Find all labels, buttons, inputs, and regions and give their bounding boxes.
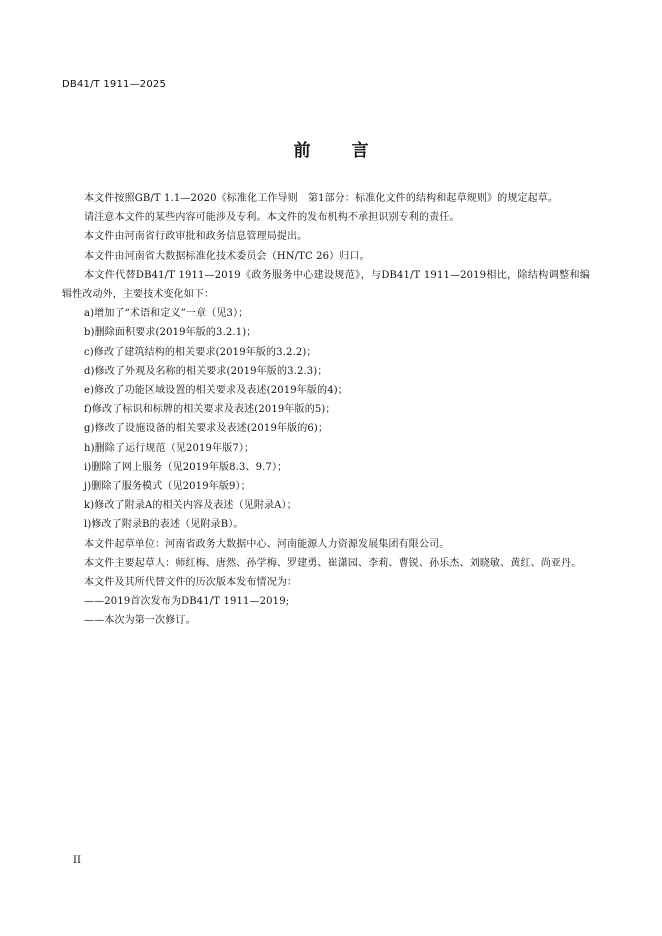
list-item: g)修改了设施设备的相关要求及表述(2019年版的6)； bbox=[84, 423, 329, 435]
list-item: f)修改了标识和标牌的相关要求及表述(2019年版的5)； bbox=[84, 404, 336, 416]
list-item: d)修改了外观及名称的相关要求(2019年版的3.2.3)； bbox=[84, 365, 328, 377]
paragraph: 本文件及其所代替文件的历次版本发布情况为： bbox=[84, 577, 298, 589]
document-code: DB41/T 1911—2025 bbox=[62, 79, 167, 90]
list-item: ——本次为第一次修订。 bbox=[84, 615, 196, 627]
paragraph: 本文件起草单位：河南省政务大数据中心、河南能源人力资源发展集团有限公司。 bbox=[84, 538, 450, 550]
paragraph: 本文件主要起草人：师红梅、唐然、孙学梅、罗建勇、崔潇园、李莉、曹锐、孙乐杰、刘晓敏、黄红、尚亚丹。 bbox=[84, 557, 582, 569]
title-char-1: 前 bbox=[293, 141, 311, 161]
list-item: ——2019首次发布为DB41/T 1911—2019; bbox=[84, 596, 290, 608]
page-title bbox=[0, 136, 662, 161]
list-item: k)修改了附录A的相关内容及表述（见附录A）； bbox=[84, 500, 297, 512]
list-item: c)修改了建筑结构的相关要求(2019年版的3.2.2)； bbox=[84, 346, 317, 358]
document-body bbox=[62, 189, 590, 631]
list-item: j)删除了服务模式（见2019年版9）； bbox=[84, 481, 251, 493]
list-item: l)修改了附录B的表述（见附录B）。 bbox=[84, 519, 244, 531]
list-item: i)删除了网上服务（见2019年版8.3、9.7）； bbox=[84, 461, 288, 473]
paragraph: 本文件由河南省行政审批和政务信息管理局提出。 bbox=[84, 231, 308, 243]
paragraph: 请注意本文件的某些内容可能涉及专利。本文件的发布机构不承担识别专利的责任。 bbox=[84, 212, 460, 224]
title-char-2: 言 bbox=[351, 141, 369, 161]
page-number: II bbox=[73, 855, 81, 866]
paragraph: 本文件由河南省大数据标准化技术委员会（HN/TC 26）归口。 bbox=[84, 250, 370, 262]
paragraph: 本文件代替DB41/T 1911—2019《政务服务中心建设规范》，与DB41/T 1911—2019相比，除结构调整和编辑性改动外，主要技术变化如下： bbox=[62, 269, 590, 301]
list-item: e)修改了功能区域设置的相关要求及表述(2019年版的4)； bbox=[84, 385, 348, 397]
paragraph: 本文件按照GB/T 1.1—2020《标准化工作导则 第1部分：标准化文件的结构和起草规则》的规定起草。 bbox=[84, 193, 559, 204]
list-item: a)增加了“术语和定义”一章（见3）； bbox=[84, 308, 249, 320]
list-item: b)删除面积要求(2019年版的3.2.1)； bbox=[84, 327, 257, 339]
list-item: h)删除了运行规范（见2019年版7）； bbox=[84, 442, 255, 454]
